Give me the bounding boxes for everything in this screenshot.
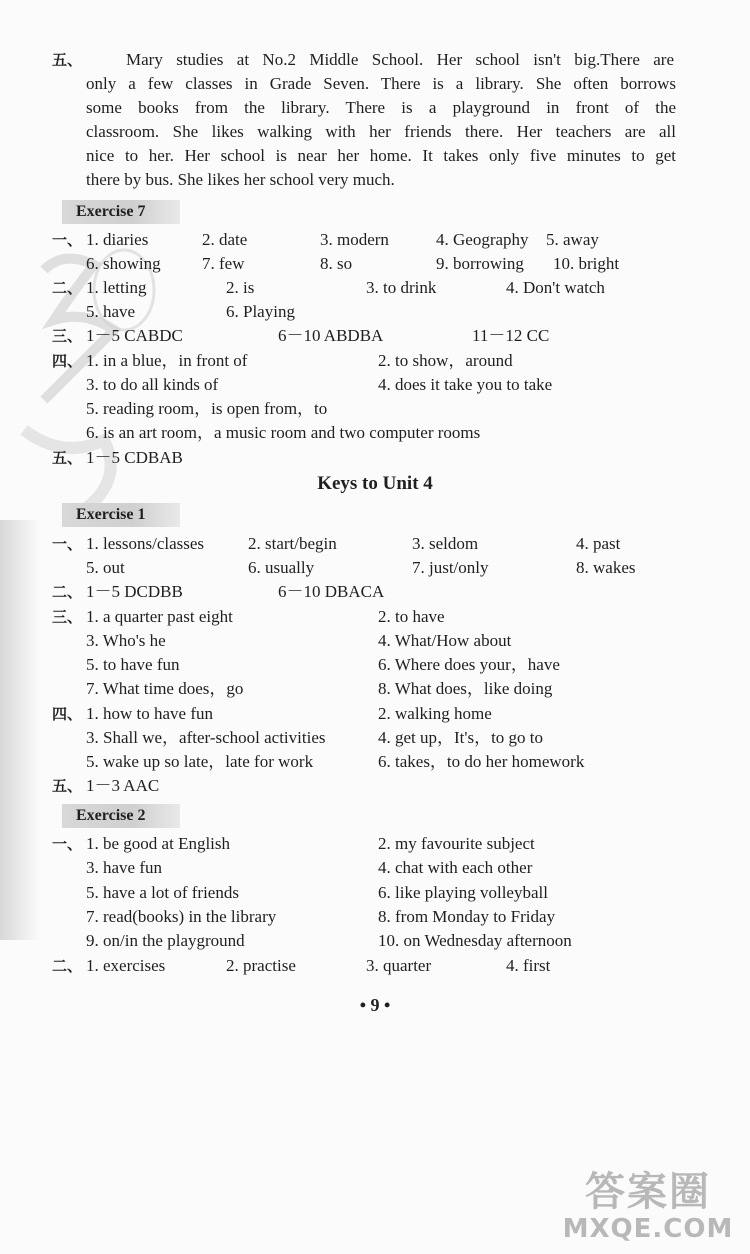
answer-item: 6. Playing [226,302,295,321]
watermark-bottom-text: MXQE.COM [562,1214,734,1244]
answer-item: 4. past [576,534,621,553]
ex7-s2-row1 [0,276,750,300]
answer-item: 3. Shall we，after-school activities [86,728,326,747]
answer-item: 8. What does，like doing [378,679,553,698]
answer-item: 2. to have [378,607,445,626]
answer-item: 10. on Wednesday afternoon [378,931,572,950]
answer-item: 1. how to have fun [86,704,214,723]
paragraph-line: only a few classes in Grade Seven. There is a library. She often borrows [86,74,676,93]
answer-item: 3. to do all kinds of [86,375,219,394]
page-number: • 9 • [359,995,391,1015]
exercise-1-header [62,503,180,527]
ex7-s4-row4 [0,421,750,445]
answer-item: 1－5 CDBAB [86,448,183,467]
paragraph-line: there by bus. She likes her school very much. [86,170,395,189]
answer-item: 4. What/How about [378,631,512,650]
answer-item: 1－5 CABDC [86,326,183,345]
answer-item: 5. out [86,558,125,577]
answer-item: 4. chat with each other [378,858,533,877]
answer-item: 1. lessons/classes [86,534,205,553]
answer-item: 4. get up，It's，to go to [378,728,544,747]
answer-item: 5. wake up so late，late for work [86,752,314,771]
answer-item: 1. letting [86,278,147,297]
ex7-s4-row3 [0,397,750,421]
site-watermark-logo [558,1170,738,1248]
ex7-s5-row [0,446,750,470]
answer-item: 9. borrowing [436,254,524,273]
exercise-2-header [62,804,180,828]
answer-item: 5. have [86,302,136,321]
answer-item: 1. exercises [86,956,166,975]
section-prefix: 一、 [52,835,83,853]
answer-item: 3. modern [320,230,389,249]
paragraph-line: Mary studies at No.2 Middle School. Her school isn't big.There are [126,50,674,69]
ex7-s4-row2 [0,373,750,397]
ex7-s1-row2 [0,252,750,276]
answer-item: 1. be good at English [86,834,231,853]
section-prefix: 三、 [52,327,83,345]
answer-item: 8. wakes [576,558,636,577]
exercise-7-title: Exercise 7 [76,203,146,220]
answer-item: 5. to have fun [86,655,180,674]
answer-item: 2. is [226,278,255,297]
u4-ex2-s1-row5 [0,929,750,953]
answer-item: 6. takes，to do her homework [378,752,585,771]
section-prefix: 四、 [52,352,83,370]
answer-item: 7. few [202,254,245,273]
u4-ex1-s2-row [0,580,750,604]
u4-ex2-s1-row1 [0,832,750,856]
answer-item: 5. have a lot of friends [86,883,239,902]
answer-item: 1. a quarter past eight [86,607,233,626]
u4-ex1-s1-row1 [0,532,750,556]
answer-item: 11－12 CC [472,326,550,345]
answer-item: 3. to drink [366,278,437,297]
u4-ex1-s5-row [0,774,750,798]
answer-item: 10. bright [553,254,620,273]
paragraph-line: classroom. She likes walking with her friends there. Her teachers are all [86,122,676,141]
section-prefix: 五、 [52,449,83,467]
answer-item: 3. quarter [366,956,432,975]
u4-ex2-s1-row2 [0,856,750,880]
answer-item: 2. to show，around [378,351,513,370]
section-prefix: 二、 [52,957,83,975]
u4-ex1-s4-row1 [0,702,750,726]
unit-title: Keys to Unit 4 [317,473,433,494]
answer-item: 6－10 ABDBA [278,326,384,345]
answer-item: 6. like playing volleyball [378,883,548,902]
answer-item: 1. diaries [86,230,149,249]
paragraph-line: nice to her. Her school is near her home. It takes only five minutes to get [86,146,676,165]
answer-item: 5. reading room，is open from，to [86,399,328,418]
section-prefix: 四、 [52,705,83,723]
answer-item: 9. on/in the playground [86,931,245,950]
exercise-1-title: Exercise 1 [76,506,146,523]
answer-item: 2. practise [226,956,296,975]
section-prefix: 三、 [52,608,83,626]
watermark-top-text: 答案圈 [585,1169,711,1215]
answer-item: 8. so [320,254,353,273]
answer-item: 2. my favourite subject [378,834,535,853]
answer-item: 7. just/only [412,558,489,577]
answer-item: 4. does it take you to take [378,375,553,394]
section-prefix: 二、 [52,583,83,601]
answer-item: 2. date [202,230,248,249]
answer-item: 6. is an art room，a music room and two computer rooms [86,423,481,442]
answer-item: 1－3 AAC [86,776,160,795]
section-prefix: 二、 [52,279,83,297]
u4-ex1-s3-row2 [0,629,750,653]
answer-item: 6. usually [248,558,315,577]
u4-ex2-s1-row4 [0,905,750,929]
u4-ex1-s3-row4 [0,677,750,701]
section-prefix: 一、 [52,535,83,553]
ex7-s3-row [0,324,750,348]
answer-item: 1－5 DCDBB [86,582,183,601]
ex7-s4-row1 [0,349,750,373]
answer-item: 1. in a blue，in front of [86,351,248,370]
u4-ex1-s4-row3 [0,750,750,774]
answer-item: 6. showing [86,254,161,273]
answer-item: 3. Who's he [86,631,166,650]
answer-item: 4. first [506,956,551,975]
ex7-s2-row2 [0,300,750,324]
answer-item: 8. from Monday to Friday [378,907,556,926]
u4-ex1-s4-row2 [0,726,750,750]
exercise-7-header [62,200,180,224]
ex7-s1-row1 [0,228,750,252]
u4-ex2-s2-row1 [0,954,750,978]
u4-ex1-s3-row3 [0,653,750,677]
answer-item: 6. Where does your，have [378,655,560,674]
section-prefix: 五、 [52,51,83,69]
answer-item: 2. walking home [378,704,492,723]
answer-item: 7. What time does，go [86,679,244,698]
section-prefix: 五、 [52,777,83,795]
answer-item: 4. Don't watch [506,278,605,297]
u4-ex2-s1-row3 [0,881,750,905]
paragraph-line: some books from the library. There is a playground in front of the [86,98,676,117]
answer-item: 3. seldom [412,534,479,553]
exercise-2-title: Exercise 2 [76,807,146,824]
u4-ex1-s3-row1 [0,605,750,629]
section-prefix: 一、 [52,231,83,249]
answer-item: 6－10 DBACA [278,582,385,601]
answer-item: 7. read(books) in the library [86,907,277,926]
answer-item: 4. Geography [436,230,529,249]
answer-item: 2. start/begin [248,534,337,553]
answer-item: 5. away [546,230,599,249]
u4-ex1-s1-row2 [0,556,750,580]
answer-item: 3. have fun [86,858,163,877]
